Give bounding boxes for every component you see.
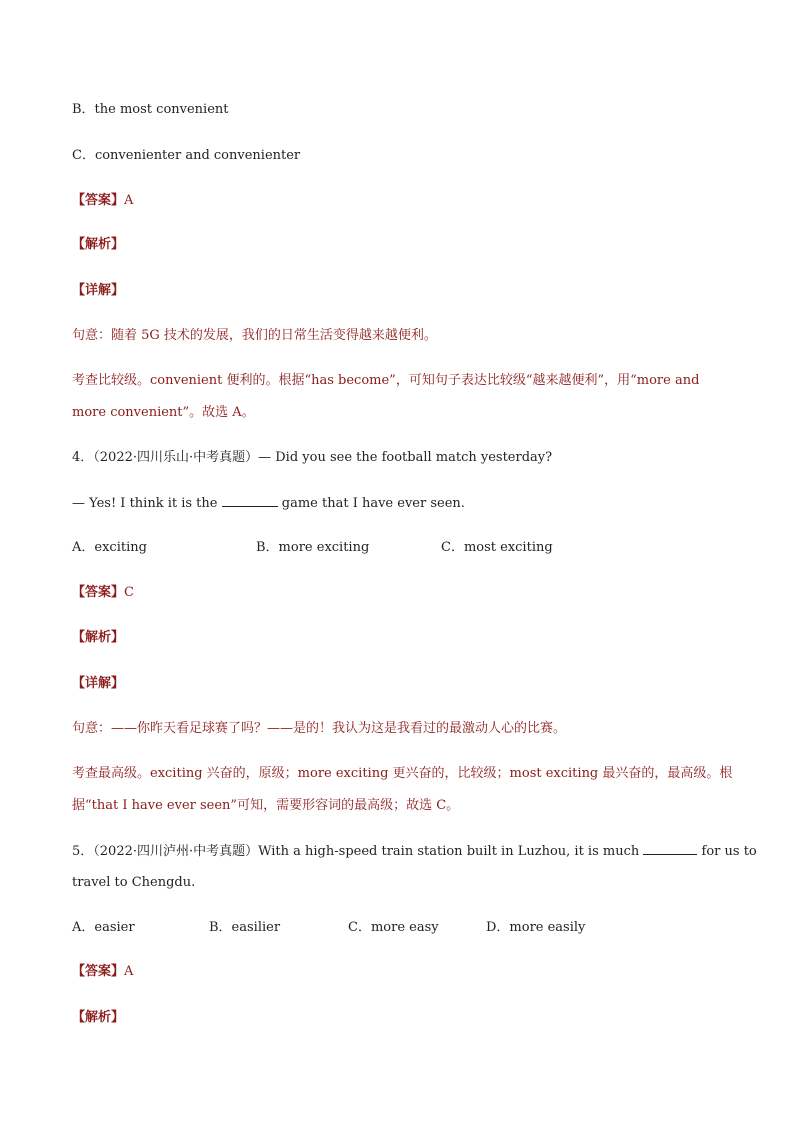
q4-detail-label: 【详解】 [72,676,125,691]
q5-option-a: A．easier [72,920,135,935]
q3-answer [72,192,133,210]
q5-stem-after: for us to [701,844,757,859]
answer-label: 【答案】 [72,585,125,600]
answer-label: 【答案】 [72,964,125,979]
q4-option-c: C．most exciting [441,540,553,555]
answer-blank [222,494,278,507]
q3-detail-label: 【详解】 [72,283,125,298]
q4-stem [72,449,552,467]
q4-stem-line2 [72,494,465,513]
q5-answer [72,963,133,981]
answer-value: C [124,585,134,600]
q4-meaning: 句意：——你昨天看足球赛了吗？——是的！我认为这是我看过的最激动人心的比赛。 [72,721,567,736]
q3-option-b: B．the most convenient [72,102,229,117]
q3-analysis-label: 【解析】 [72,237,125,252]
q5-option-d: D．more easily [486,920,586,935]
q4-answer [72,584,134,602]
q4-option-b: B．more exciting [256,540,370,555]
q5-stem-text: With a high-speed train station built in Luzhou, it is much [258,844,640,859]
q5-stem-prefix: 5．（2022·四川泸州·中考真题） [72,844,259,859]
q5-option-c: C．more easy [348,920,439,935]
q4-stem-text: — Did you see the football match yesterday? [258,450,553,465]
answer-blank [643,842,697,855]
q4-analysis-label: 【解析】 [72,630,125,645]
q4-line2-before: — Yes! I think it is the [72,496,218,511]
q4-explain-line1: 考查最高级。exciting 兴奋的，原级；more exciting 更兴奋的，比较级；most exciting 最兴奋的，最高级。根 [72,766,733,781]
q3-meaning: 句意：随着 5G 技术的发展，我们的日常生活变得越来越便利。 [72,328,437,343]
q3-option-c: C．convenienter and convenienter [72,148,301,163]
q3-explain-line1: 考查比较级。convenient 便利的。根据“has become”，可知句子表达比较级“越来越便利”，用“more and [72,373,700,388]
q5-stem [72,842,757,861]
q5-stem-line2: travel to Chengdu. [72,875,196,890]
q4-option-a: A．exciting [72,540,147,555]
answer-label: 【答案】 [72,193,125,208]
answer-value: A [124,964,134,979]
q4-explain-line2: 据“that I have ever seen”可知，需要形容词的最高级；故选 C。 [72,798,460,813]
answer-value: A [124,193,134,208]
q4-stem-prefix: 4．（2022·四川乐山·中考真题） [72,450,259,465]
q5-analysis-label: 【解析】 [72,1010,125,1025]
q5-option-b: B．easilier [209,920,281,935]
q4-line2-after: game that I have ever seen. [281,496,465,511]
q3-explain-line2: more convenient”。故选 A。 [72,405,255,420]
